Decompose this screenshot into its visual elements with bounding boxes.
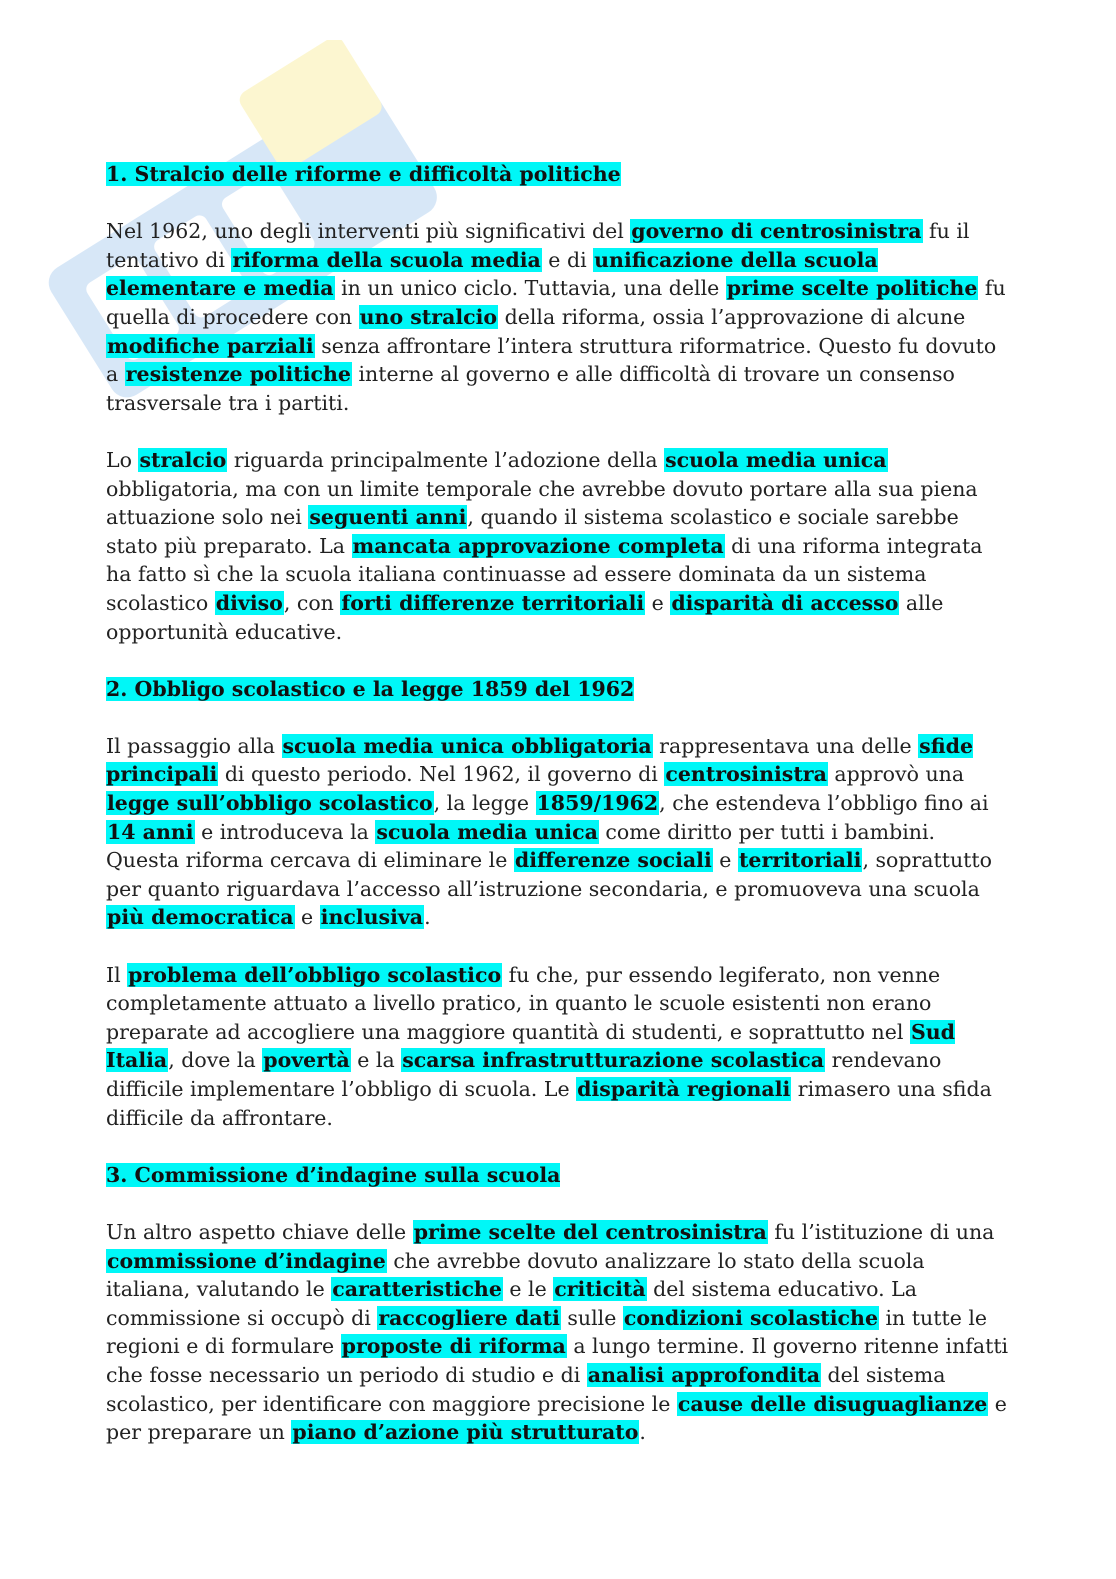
highlighted-term: proposte di riforma <box>341 1334 566 1359</box>
text-run: Nel 1962, uno degli interventi più significativi del <box>106 219 631 244</box>
highlighted-term: analisi approfondita <box>587 1362 820 1387</box>
document-body <box>106 160 1011 1475</box>
text-run: in tutte le regioni e di formulare <box>106 1305 988 1359</box>
highlighted-term: territoriali <box>738 848 862 873</box>
paragraph <box>106 961 1011 1133</box>
paragraph <box>106 1218 1011 1447</box>
text-run: del sistema scolastico, per identificare con maggiore precisione le <box>106 1362 946 1416</box>
highlighted-term: modifiche parziali <box>107 333 314 358</box>
text-run: e per preparare un <box>106 1391 1007 1445</box>
text-run: , soprattutto per quanto riguardava l’accesso all’istruzione secondaria, e promuoveva una scuola <box>106 848 992 901</box>
text-run: approvò una <box>827 762 965 787</box>
text-run: come diritto per tutti i bambini. Questa riforma cercava di eliminare le <box>106 819 936 873</box>
text-run: e di <box>541 247 594 272</box>
highlighted-term: centrosinistra <box>665 762 827 787</box>
highlighted-term: legge sull’obbligo scolastico <box>107 791 433 816</box>
highlighted-term: piano d’azione più strutturato <box>292 1420 639 1445</box>
text-run: . <box>424 905 431 930</box>
text-run: , con <box>283 590 341 615</box>
text-run: rappresentava una delle <box>652 733 919 758</box>
highlighted-term: disparità di accesso <box>671 590 899 615</box>
text-run: fu che, pur essendo legiferato, non venne completamente attuato a livello pratico, in quanto le scuole esistenti non erano preparate ad accogliere una maggiore quantità di studenti, e soprattutto nel <box>106 962 941 1044</box>
highlighted-term: più democratica <box>107 905 294 930</box>
text-run: rendevano difficile implementare l’obbligo di scuola. Le <box>106 1048 942 1101</box>
text-run: Il passaggio alla <box>106 733 282 758</box>
highlighted-term: uno stralcio <box>359 304 498 329</box>
text-run: della riforma, ossia l’approvazione di alcune <box>498 304 966 329</box>
highlighted-term: commissione d’indagine <box>107 1248 386 1273</box>
text-run: interne al governo e alle difficoltà di trovare un consenso trasversale tra i partiti. <box>106 362 955 415</box>
text-run: , dove la <box>168 1048 263 1073</box>
highlighted-term: problema dell’obbligo scolastico <box>128 962 502 987</box>
highlighted-term: forti differenze territoriali <box>341 590 645 615</box>
highlighted-term: riforma della scuola media <box>232 247 541 272</box>
text-run: di questo periodo. Nel 1962, il governo di <box>218 762 665 787</box>
highlighted-term: resistenze politiche <box>125 362 351 387</box>
highlighted-term: disparità regionali <box>577 1077 791 1101</box>
text-run: e <box>645 590 671 615</box>
text-run: e introduceva la <box>194 819 376 844</box>
section-heading <box>106 675 1011 704</box>
highlighted-term: raccogliere dati <box>378 1305 560 1330</box>
text-run: del sistema educativo. La commissione si occupò di <box>106 1277 917 1330</box>
text-run: fu quella di procedere con <box>106 276 1006 329</box>
text-run: di una riforma integrata ha fatto sì che la scuola italiana continuasse ad essere dominata da un sistema scolastico <box>106 533 983 615</box>
highlighted-term: condizioni scolastiche <box>623 1305 878 1330</box>
highlighted-term: seguenti anni <box>309 505 467 530</box>
text-run: . <box>639 1420 646 1445</box>
section-heading-text: 2. Obbligo scolastico e la legge 1859 del 1962 <box>106 676 635 701</box>
text-run: rimasero una sfida difficile da affrontare. <box>106 1077 992 1130</box>
highlighted-term: scuola media unica <box>376 819 598 844</box>
text-run: che avrebbe dovuto analizzare lo stato della scuola italiana, valutando le <box>106 1248 925 1302</box>
section-heading-text: 3. Commissione d’indagine sulla scuola <box>106 1162 561 1187</box>
highlighted-term: scuola media unica <box>665 447 887 472</box>
paragraph <box>106 732 1011 932</box>
text-run: sulle <box>560 1305 623 1330</box>
paragraph <box>106 446 1011 646</box>
highlighted-term: inclusiva <box>320 905 424 930</box>
highlighted-term: scarsa infrastrutturazione scolastica <box>402 1048 825 1073</box>
text-run: , la legge <box>433 791 536 816</box>
text-run: fu l’istituzione di una <box>767 1219 995 1244</box>
highlighted-term: 1859/1962 <box>536 791 659 816</box>
highlighted-term: differenze sociali <box>514 848 712 873</box>
highlighted-term: unificazione della scuola elementare e media <box>106 247 878 301</box>
text-run: , che estendeva l’obbligo fino ai <box>659 791 989 816</box>
text-run: in un unico ciclo. Tuttavia, una delle <box>334 276 726 301</box>
text-run: Il <box>106 962 128 987</box>
highlighted-term: cause delle disuguaglianze <box>677 1391 988 1416</box>
highlighted-term: stralcio <box>139 447 227 472</box>
section-heading-text: 1. Stralcio delle riforme e difficoltà politiche <box>106 162 621 186</box>
highlighted-term: povertà <box>263 1048 350 1073</box>
text-run: , quando il sistema scolastico e sociale sarebbe stato più preparato. La <box>106 505 959 558</box>
highlighted-term: criticità <box>554 1277 646 1302</box>
highlighted-term: prime scelte politiche <box>726 276 978 301</box>
text-run: fu il tentativo di <box>106 219 970 272</box>
text-run: a lungo termine. Il governo ritenne infatti che fosse necessario un periodo di studio e di <box>106 1334 1009 1387</box>
highlighted-term: sfide principali <box>106 733 973 787</box>
text-run: e <box>294 905 320 930</box>
highlighted-term: mancata approvazione completa <box>352 533 724 558</box>
text-run: riguarda principalmente l’adozione della <box>227 447 665 472</box>
highlighted-term: governo di centrosinistra <box>631 219 922 244</box>
highlighted-term: caratteristiche <box>332 1277 502 1302</box>
highlighted-term: Sud Italia <box>106 1019 955 1073</box>
highlighted-term: diviso <box>215 590 283 615</box>
paragraph <box>106 217 1011 417</box>
text-run: e <box>712 848 738 873</box>
highlighted-term: prime scelte del centrosinistra <box>413 1219 767 1244</box>
text-run: obbligatoria, ma con un limite temporale che avrebbe dovuto portare alla sua piena attuazione solo nei <box>106 476 978 530</box>
text-run: e la <box>350 1048 402 1073</box>
text-run: senza affrontare l’intera struttura riformatrice. Questo fu dovuto a <box>106 333 997 387</box>
section-heading <box>106 1161 1011 1190</box>
text-run: e le <box>502 1277 554 1302</box>
section-heading <box>106 160 1011 189</box>
text-run: alle opportunità educative. <box>106 590 944 644</box>
highlighted-term: scuola media unica obbligatoria <box>282 733 652 758</box>
text-run: Lo <box>106 447 139 472</box>
highlighted-term: 14 anni <box>107 819 194 844</box>
text-run: Un altro aspetto chiave delle <box>106 1219 413 1244</box>
